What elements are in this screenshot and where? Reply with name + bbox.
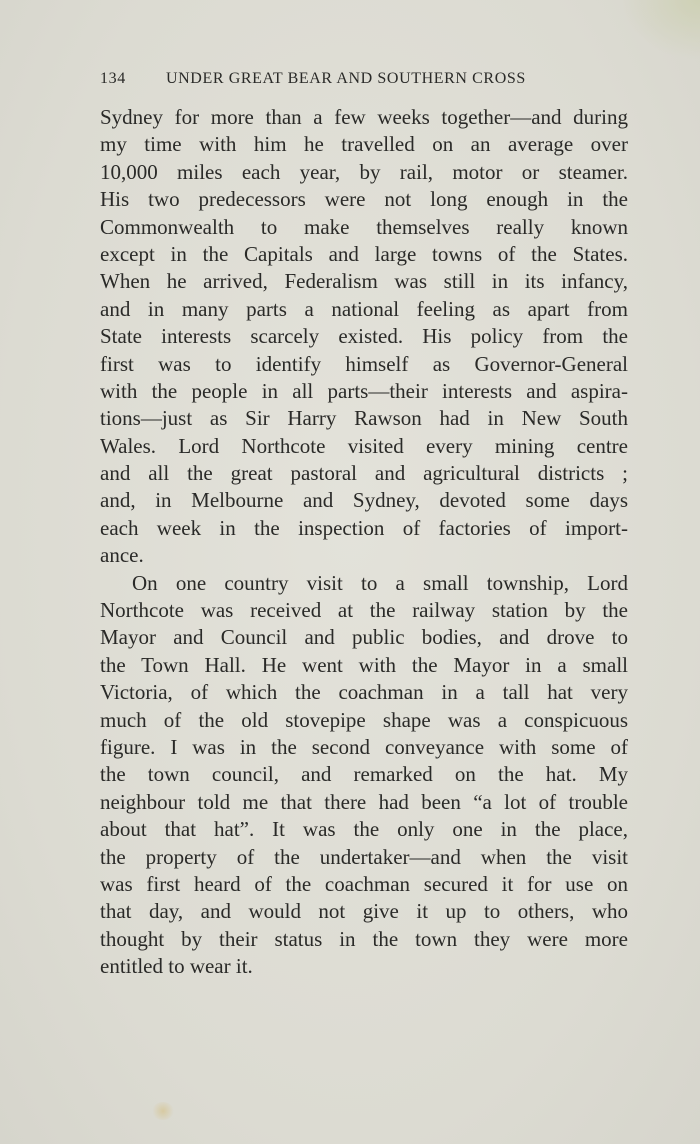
text-line: the Town Hall. He went with the Mayor in a small xyxy=(100,652,628,677)
text-line: and in many parts a national feeling as apart from xyxy=(100,296,628,321)
text-line: Victoria, of which the coachman in a tall hat very xyxy=(100,680,628,705)
text-line: about that hat”. It was the only one in the place, xyxy=(100,817,628,842)
page-number: 134 xyxy=(100,70,126,87)
text-line: the property of the undertaker—and when the visit xyxy=(100,844,628,869)
paragraph-2 xyxy=(100,570,628,981)
text-line: tions—just as Sir Harry Rawson had in New South xyxy=(100,406,628,431)
text-line: except in the Capitals and large towns of the States. xyxy=(100,241,628,266)
text-line: with the people in all parts—their interests and aspira- xyxy=(100,378,628,403)
text-line: each week in the inspection of factories of import- xyxy=(100,515,628,540)
text-line: Wales. Lord Northcote visited every mining centre xyxy=(100,433,628,458)
text-line: the town council, and remarked on the hat. My xyxy=(100,762,628,787)
text-line: and all the great pastoral and agricultural districts ; xyxy=(100,461,628,486)
running-head: UNDER GREAT BEAR AND SOUTHERN CROSS xyxy=(166,70,526,87)
text-line: ance. xyxy=(100,543,144,568)
page-stain xyxy=(152,1102,174,1120)
page-header xyxy=(100,70,628,92)
text-line: was first heard of the coachman secured it for use on xyxy=(100,871,628,896)
text-line: figure. I was in the second conveyance with some of xyxy=(100,734,628,759)
text-line: thought by their status in the town they were more xyxy=(100,926,628,951)
text-line: 10,000 miles each year, by rail, motor or steamer. xyxy=(100,159,628,184)
text-line: that day, and would not give it up to others, who xyxy=(100,899,628,924)
text-line: When he arrived, Federalism was still in its infancy, xyxy=(100,269,628,294)
body-text xyxy=(100,104,628,981)
text-line: entitled to wear it. xyxy=(100,954,253,979)
text-line: my time with him he travelled on an average over xyxy=(100,132,628,157)
text-line: On one country visit to a small township, Lord xyxy=(132,570,628,595)
text-line: Commonwealth to make themselves really known xyxy=(100,214,628,239)
text-line: His two predecessors were not long enough in the xyxy=(100,187,628,212)
text-line: and, in Melbourne and Sydney, devoted some days xyxy=(100,488,628,513)
text-line: first was to identify himself as Governor-General xyxy=(100,351,628,376)
text-line: much of the old stovepipe shape was a conspicuous xyxy=(100,707,628,732)
text-line: Mayor and Council and public bodies, and drove to xyxy=(100,625,628,650)
text-line: State interests scarcely existed. His policy from the xyxy=(100,324,628,349)
text-line: neighbour told me that there had been “a lot of trouble xyxy=(100,789,628,814)
text-line: Northcote was received at the railway station by the xyxy=(100,598,628,623)
text-line: Sydney for more than a few weeks together—and during xyxy=(100,105,628,129)
page-corner-discoloration xyxy=(620,0,700,60)
paragraph-1 xyxy=(100,104,628,570)
